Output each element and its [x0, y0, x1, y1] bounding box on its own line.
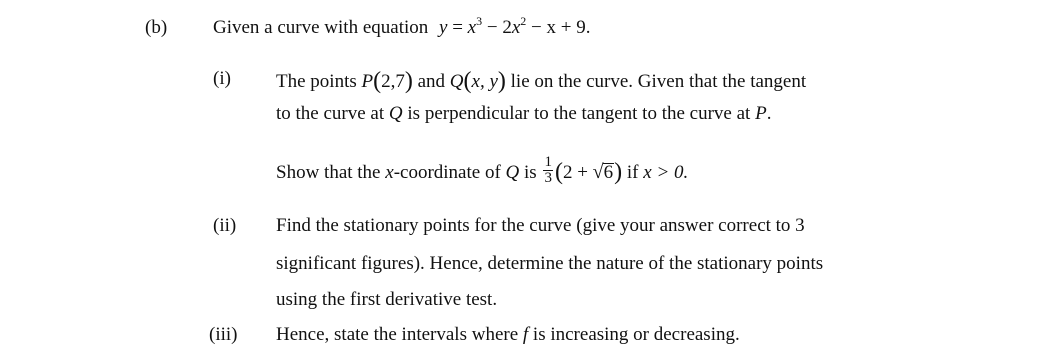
- subpart-ii-label: (ii): [213, 215, 237, 236]
- fraction-one-third: $\frac{1}{3}$: [544, 154, 552, 186]
- subpart-i-label: (i): [213, 68, 231, 89]
- subpart-ii-line-2: significant figures). Hence, determine the nature of the stationary points: [276, 253, 824, 274]
- part-label: (b): [145, 17, 168, 38]
- subpart-iii-label: (iii): [209, 324, 238, 345]
- subpart-ii-line-1: Find the stationary points for the curve (give your answer correct to 3: [276, 215, 805, 236]
- stem-text: Given a curve with equation: [213, 17, 429, 38]
- curve-equation: $y = x^3 - 2x^2 - x + 9$.: [439, 14, 591, 38]
- subpart-i-show-line: Show that the x-coordinate of Q is $\frac{1}{3}$ (2 + √6) if x > 0.: [276, 154, 689, 186]
- sqrt-symbol: √: [592, 160, 604, 183]
- subpart-iii-text: Hence, state the intervals where f is increasing or decreasing.: [276, 324, 740, 345]
- question-stem: [213, 14, 591, 39]
- subpart-i-line-1: The points P(2,7) and Q(x, y) lie on the curve. Given that the tangent: [276, 68, 807, 94]
- subpart-i-line-2: to the curve at Q is perpendicular to the tangent to the curve at P.: [276, 103, 772, 124]
- subpart-ii-line-3: using the first derivative test.: [276, 289, 498, 310]
